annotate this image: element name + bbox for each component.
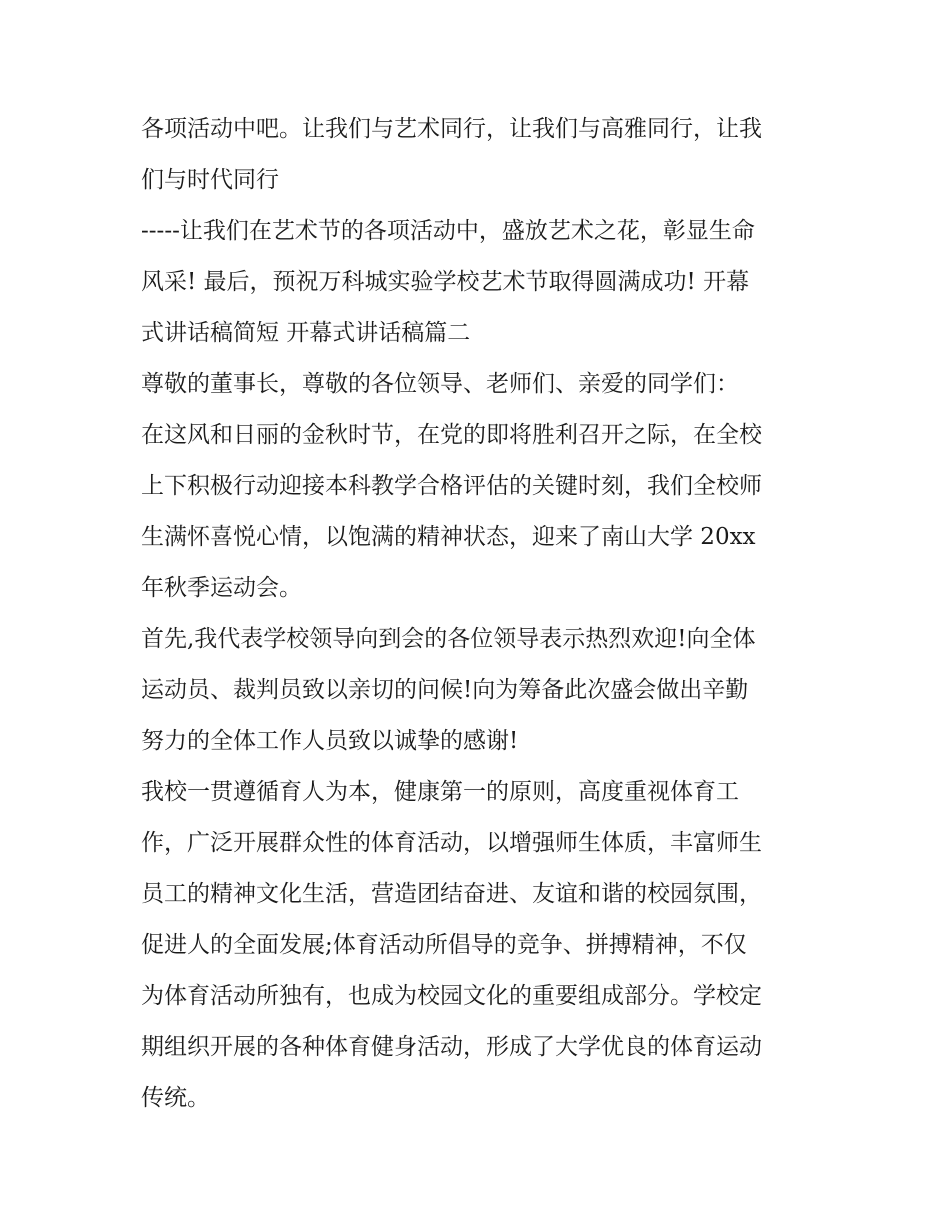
- text-line: 年秋季运动会。: [141, 575, 302, 601]
- text-line: 期组织开展的各种体育健身活动，形成了大学优良的体育运动: [141, 1034, 762, 1060]
- text-line: 员工的精神文化生活，营造团结奋进、友谊和谐的校园氛围，: [141, 881, 762, 907]
- text-line: 上下积极行动迎接本科教学合格评估的关键时刻，我们全校师: [141, 473, 762, 499]
- text-line: 在这风和日丽的金秋时节，在党的即将胜利召开之际，在全校: [141, 422, 762, 448]
- text-line: 运动员、裁判员致以亲切的问候!向为筹备此次盛会做出辛勤: [141, 677, 749, 703]
- document-body: [141, 104, 821, 1124]
- text-line: 式讲话稿简短 开幕式讲话稿篇二: [141, 320, 471, 346]
- text-line: 们与时代同行: [141, 167, 279, 193]
- text-line: 各项活动中吧。让我们与艺术同行，让我们与高雅同行，让我: [141, 116, 762, 142]
- text-line: 促进人的全面发展;体育活动所倡导的竞争、拼搏精神，不仅: [141, 932, 747, 958]
- text-line: 首先,我代表学校领导向到会的各位领导表示热烈欢迎!向全体: [141, 626, 756, 652]
- text-line: 生满怀喜悦心情，以饱满的精神状态，迎来了南山大学 20xx: [141, 524, 756, 550]
- text-line: 努力的全体工作人员致以诚挚的感谢!: [141, 728, 519, 754]
- text-line: 尊敬的董事长，尊敬的各位领导、老师们、亲爱的同学们：: [141, 371, 739, 397]
- text-line: -----让我们在艺术节的各项活动中，盛放艺术之花，彰显生命: [141, 218, 755, 244]
- text-line: 为体育活动所独有，也成为校园文化的重要组成部分。学校定: [141, 983, 762, 1009]
- text-line: 风采! 最后，预祝万科城实验学校艺术节取得圆满成功! 开幕: [141, 269, 750, 295]
- text-line: 我校一贯遵循育人为本，健康第一的原则，高度重视体育工: [141, 779, 739, 805]
- text-line: 传统。: [141, 1085, 210, 1111]
- text-line: 作，广泛开展群众性的体育活动，以增强师生体质，丰富师生: [141, 830, 762, 856]
